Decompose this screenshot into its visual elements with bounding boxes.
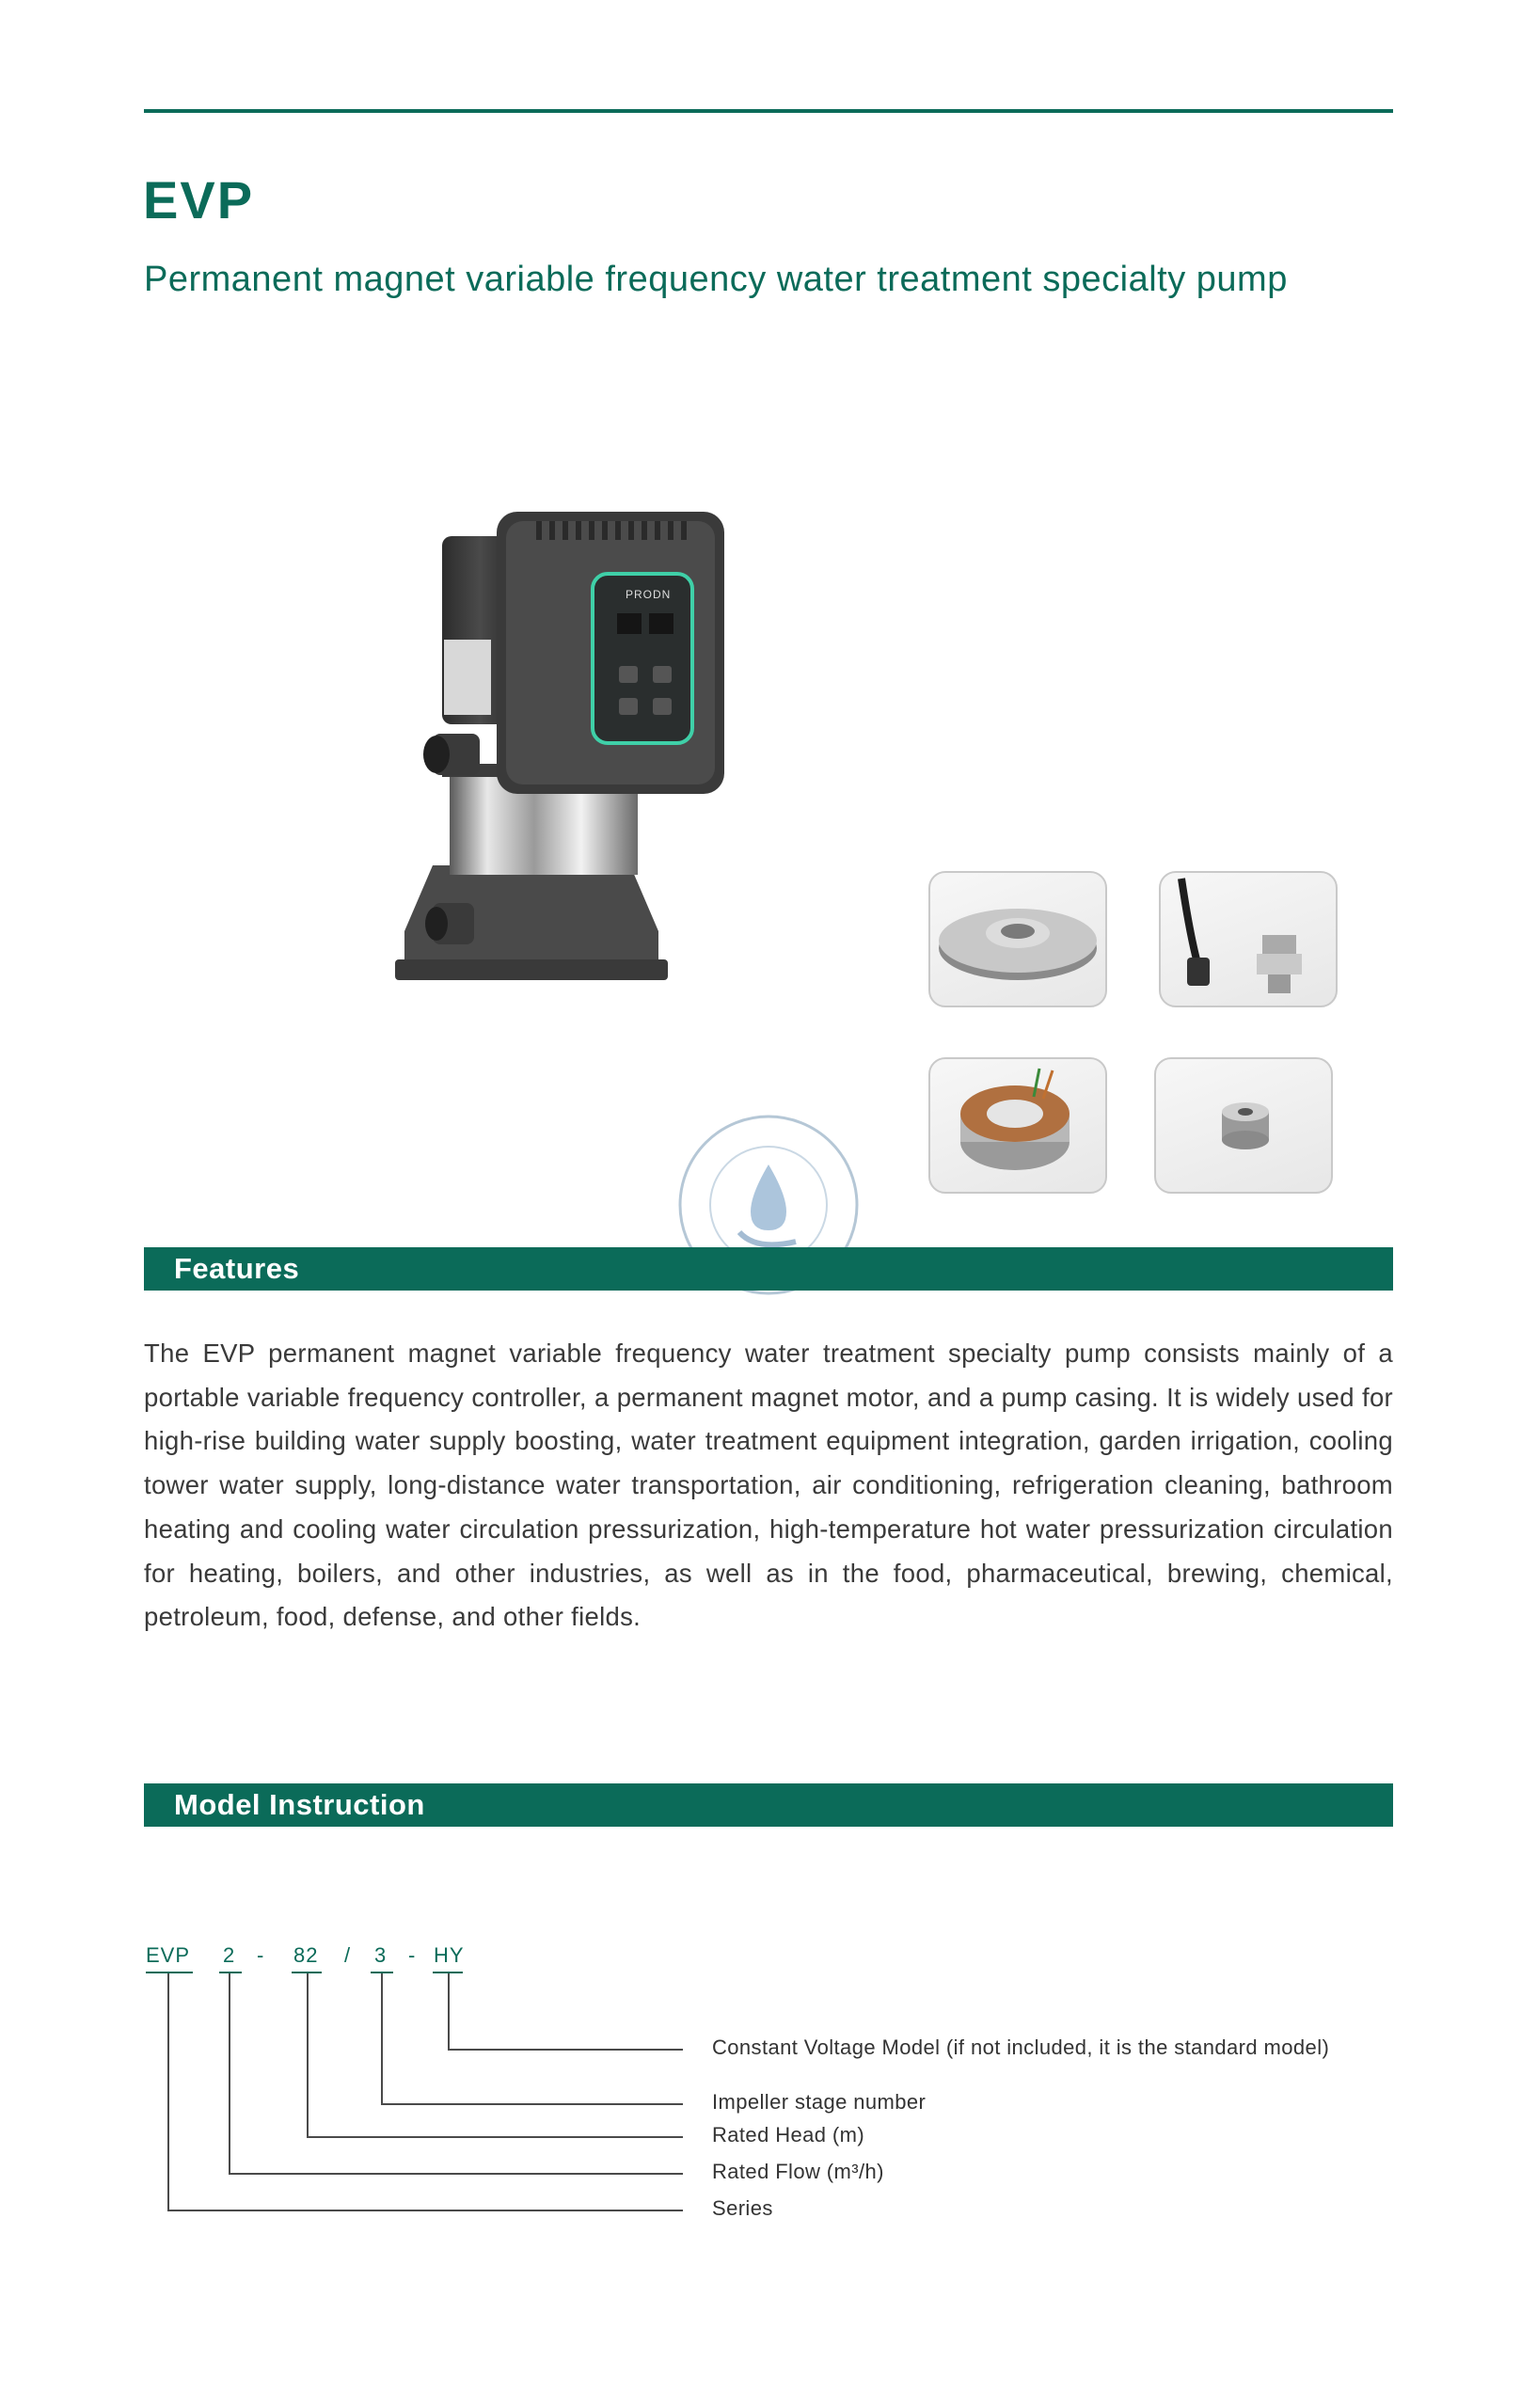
code-separator: - [257, 1943, 265, 1967]
code-part-flow: 2 [223, 1943, 236, 1967]
motor-stator-thumbnail [928, 1057, 1107, 1194]
legend-impeller-stages: Impeller stage number [712, 2090, 927, 2114]
legend-series: Series [712, 2196, 773, 2220]
features-section-header [144, 1247, 1393, 1291]
code-part-voltage: HY [434, 1943, 465, 1967]
code-part-series: EVP [146, 1943, 191, 1967]
leader-line-head [307, 1973, 309, 2138]
code-separator: - [408, 1943, 417, 1967]
leader-line-head [307, 2136, 683, 2138]
features-heading: Features [174, 1252, 300, 1285]
rotor-magnet-thumbnail [1154, 1057, 1333, 1194]
pressure-sensor-thumbnail [1159, 871, 1338, 1007]
impeller-thumbnail [928, 871, 1107, 1007]
code-underline [219, 1972, 242, 1973]
leader-line-voltage [448, 2049, 683, 2051]
pump-product-image [376, 499, 734, 1006]
features-paragraph: The EVP permanent magnet variable frequency water treatment specialty pump consists mainly of a portable variable frequency controller, a permanent magnet motor, and a pump casing. It is widely used for high-rise building water supply boosting, water treatment equipment integration, garden irrigation, cooling tower water supply, long-distance water transportation, air conditioning, refrigeration cleaning, bathroom heating and cooling water circulation pressurization, high-temperature hot water pressurization circulation for heating, boilers, and other industries, as well as in the food, pharmaceutical, brewing, chemical, petroleum, food, defense, and other fields. [144, 1339, 1393, 1632]
model-instruction-heading: Model Instruction [174, 1788, 425, 1821]
leader-line-flow [229, 1973, 230, 2175]
legend-constant-voltage: Constant Voltage Model (if not included, it is the standard model) [712, 2036, 1330, 2059]
page-subtitle: Permanent magnet variable frequency water treatment specialty pump [144, 260, 1288, 299]
leader-line-stages [381, 1973, 383, 2105]
code-separator: / [344, 1943, 352, 1967]
leader-line-stages [381, 2103, 683, 2105]
leader-line-series [167, 2210, 683, 2211]
legend-rated-flow: Rated Flow (m³/h) [712, 2160, 884, 2183]
leader-line-flow [229, 2173, 683, 2175]
top-divider [144, 109, 1393, 113]
code-part-head: 82 [293, 1943, 319, 1967]
legend-rated-head: Rated Head (m) [712, 2123, 865, 2147]
leader-line-series [167, 1973, 169, 2211]
panel-brand-label: PRODN [626, 588, 672, 601]
leader-line-voltage [448, 1973, 450, 2051]
code-part-stages: 3 [374, 1943, 388, 1967]
page-title: EVP [143, 170, 255, 230]
model-instruction-section-header [144, 1783, 1393, 1827]
code-underline [146, 1972, 193, 1973]
